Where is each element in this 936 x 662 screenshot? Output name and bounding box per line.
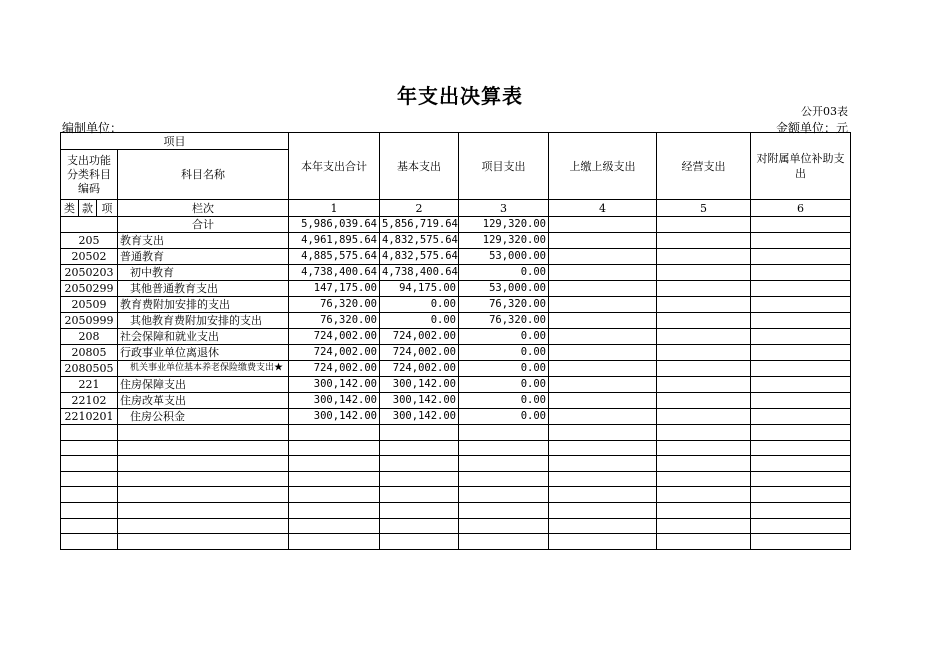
table-row [61, 393, 851, 409]
row-code: 205 [61, 233, 118, 249]
empty-cell [459, 502, 549, 518]
empty-cell [61, 518, 118, 534]
row-project: 0.00 [459, 265, 549, 281]
empty-cell [549, 313, 657, 329]
empty-cell [751, 471, 851, 487]
empty-cell [380, 502, 459, 518]
empty-cell [459, 440, 549, 456]
table-row [61, 329, 851, 345]
row-project: 76,320.00 [459, 297, 549, 313]
empty-cell [657, 217, 751, 233]
empty-cell [549, 217, 657, 233]
empty-cell [549, 425, 657, 441]
empty-cell [751, 217, 851, 233]
row-code: 22102 [61, 393, 118, 409]
empty-cell [657, 377, 751, 393]
empty-cell [289, 487, 380, 503]
empty-cell [751, 393, 851, 409]
empty-cell [61, 440, 118, 456]
header-col-subsidy: 对附属单位补助支出 [751, 133, 851, 200]
empty-cell [657, 502, 751, 518]
empty-cell [61, 425, 118, 441]
empty-cell [380, 518, 459, 534]
row-basic: 94,175.00 [380, 281, 459, 297]
table-row [61, 249, 851, 265]
empty-cell [289, 440, 380, 456]
empty-cell [751, 534, 851, 550]
col-num-3: 3 [459, 200, 549, 217]
header-kuan: 款 [79, 200, 97, 217]
empty-cell [657, 297, 751, 313]
empty-cell [61, 456, 118, 472]
row-subject-name: 教育支出 [118, 233, 289, 249]
table-row-total [61, 217, 851, 233]
empty-cell [118, 456, 289, 472]
empty-cell [657, 233, 751, 249]
row-basic: 724,002.00 [380, 361, 459, 377]
row-project: 0.00 [459, 345, 549, 361]
table-row [61, 297, 851, 313]
empty-cell [549, 409, 657, 425]
row-total: 300,142.00 [289, 409, 380, 425]
row-total: 76,320.00 [289, 313, 380, 329]
row-project: 129,320.00 [459, 233, 549, 249]
row-project: 0.00 [459, 361, 549, 377]
table-row [61, 409, 851, 425]
empty-cell [751, 281, 851, 297]
row-total: 4,738,400.64 [289, 265, 380, 281]
empty-cell [549, 265, 657, 281]
code-cell-empty [61, 217, 118, 233]
empty-cell [657, 281, 751, 297]
header-col-operation: 经营支出 [657, 133, 751, 200]
row-code: 2050299 [61, 281, 118, 297]
row-basic: 0.00 [380, 297, 459, 313]
row-project: 76,320.00 [459, 313, 549, 329]
total-project: 129,320.00 [459, 217, 549, 233]
empty-cell [751, 361, 851, 377]
empty-cell [549, 377, 657, 393]
empty-cell [118, 487, 289, 503]
empty-cell [459, 456, 549, 472]
empty-cell [751, 345, 851, 361]
empty-cell [61, 471, 118, 487]
empty-cell [751, 425, 851, 441]
row-subject-name: 社会保障和就业支出 [118, 329, 289, 345]
empty-cell [751, 440, 851, 456]
row-total: 300,142.00 [289, 393, 380, 409]
empty-cell [657, 345, 751, 361]
empty-cell [61, 487, 118, 503]
empty-cell [549, 456, 657, 472]
header-lei: 类 [61, 200, 79, 217]
total-amount: 5,986,039.64 [289, 217, 380, 233]
row-code: 2050203 [61, 265, 118, 281]
expenditure-table [60, 132, 851, 550]
empty-cell [549, 471, 657, 487]
empty-cell [751, 456, 851, 472]
row-basic: 300,142.00 [380, 393, 459, 409]
row-subject-name: 住房保障支出 [118, 377, 289, 393]
empty-cell [459, 534, 549, 550]
header-col-basic: 基本支出 [380, 133, 459, 200]
empty-cell [380, 425, 459, 441]
col-num-4: 4 [549, 200, 657, 217]
empty-cell [380, 440, 459, 456]
empty-cell [657, 409, 751, 425]
empty-cell [459, 471, 549, 487]
table-row [61, 313, 851, 329]
row-basic: 4,832,575.64 [380, 249, 459, 265]
row-total: 300,142.00 [289, 377, 380, 393]
row-subject-name: 教育费附加安排的支出 [118, 297, 289, 313]
row-total: 76,320.00 [289, 297, 380, 313]
row-total: 724,002.00 [289, 345, 380, 361]
empty-cell [751, 297, 851, 313]
table-row [61, 345, 851, 361]
row-project: 0.00 [459, 329, 549, 345]
row-code: 208 [61, 329, 118, 345]
empty-cell [459, 425, 549, 441]
row-basic: 300,142.00 [380, 409, 459, 425]
empty-cell [657, 534, 751, 550]
empty-cell [289, 425, 380, 441]
empty-cell [118, 471, 289, 487]
col-num-1: 1 [289, 200, 380, 217]
header-col-total: 本年支出合计 [289, 133, 380, 200]
row-total: 147,175.00 [289, 281, 380, 297]
table-row [61, 265, 851, 281]
row-basic: 300,142.00 [380, 377, 459, 393]
empty-cell [289, 471, 380, 487]
empty-cell [657, 249, 751, 265]
col-num-2: 2 [380, 200, 459, 217]
empty-cell [751, 487, 851, 503]
empty-cell [657, 440, 751, 456]
row-subject-name: 其他教育费附加安排的支出 [118, 313, 289, 329]
row-project: 0.00 [459, 377, 549, 393]
row-project: 0.00 [459, 409, 549, 425]
col-num-5: 5 [657, 200, 751, 217]
table-row-blank [61, 471, 851, 487]
row-basic: 4,738,400.64 [380, 265, 459, 281]
header-project: 项目 [61, 133, 289, 150]
row-code: 20805 [61, 345, 118, 361]
page-title: 年支出决算表 [397, 84, 523, 108]
header-column-no: 栏次 [118, 200, 289, 217]
table-row [61, 281, 851, 297]
empty-cell [549, 518, 657, 534]
empty-cell [289, 502, 380, 518]
empty-cell [459, 487, 549, 503]
empty-cell [751, 313, 851, 329]
row-subject-name: 机关事业单位基本养老保险缴费支出★ [118, 361, 289, 377]
empty-cell [289, 518, 380, 534]
table-row-blank [61, 534, 851, 550]
empty-cell [380, 471, 459, 487]
empty-cell [549, 281, 657, 297]
empty-cell [289, 534, 380, 550]
empty-cell [61, 534, 118, 550]
empty-cell [549, 393, 657, 409]
header-code-group: 支出功能分类科目编码 [61, 150, 118, 200]
empty-cell [751, 249, 851, 265]
empty-cell [549, 361, 657, 377]
row-total: 4,885,575.64 [289, 249, 380, 265]
row-subject-name: 普通教育 [118, 249, 289, 265]
empty-cell [751, 265, 851, 281]
empty-cell [61, 502, 118, 518]
table-row-blank [61, 425, 851, 441]
empty-cell [751, 518, 851, 534]
empty-cell [549, 233, 657, 249]
prepared-by-label: 编制单位： [62, 121, 123, 135]
table-row-blank [61, 456, 851, 472]
col-num-6: 6 [751, 200, 851, 217]
total-label: 合计 [118, 217, 289, 233]
empty-cell [549, 345, 657, 361]
empty-cell [549, 487, 657, 503]
empty-cell [657, 329, 751, 345]
empty-cell [459, 518, 549, 534]
table-row [61, 361, 851, 377]
empty-cell [549, 440, 657, 456]
table-row-blank [61, 440, 851, 456]
empty-cell [751, 502, 851, 518]
empty-cell [118, 534, 289, 550]
empty-cell [657, 471, 751, 487]
row-basic: 4,832,575.64 [380, 233, 459, 249]
amount-unit-label: 金额单位：元 [775, 121, 848, 135]
empty-cell [380, 487, 459, 503]
empty-cell [657, 361, 751, 377]
empty-cell [380, 534, 459, 550]
row-project: 53,000.00 [459, 249, 549, 265]
row-code: 20509 [61, 297, 118, 313]
row-subject-name: 住房改革支出 [118, 393, 289, 409]
empty-cell [657, 425, 751, 441]
table-row-blank [61, 502, 851, 518]
row-total: 724,002.00 [289, 361, 380, 377]
row-subject-name: 住房公积金 [118, 409, 289, 425]
header-col-upper: 上缴上级支出 [549, 133, 657, 200]
empty-cell [549, 534, 657, 550]
row-project: 0.00 [459, 393, 549, 409]
row-subject-name: 行政事业单位离退休 [118, 345, 289, 361]
row-subject-name: 初中教育 [118, 265, 289, 281]
empty-cell [380, 456, 459, 472]
row-basic: 724,002.00 [380, 345, 459, 361]
empty-cell [751, 329, 851, 345]
empty-cell [657, 487, 751, 503]
table-row [61, 233, 851, 249]
row-basic: 0.00 [380, 313, 459, 329]
row-basic: 724,002.00 [380, 329, 459, 345]
empty-cell [118, 440, 289, 456]
header-subject-name: 科目名称 [118, 150, 289, 200]
row-total: 724,002.00 [289, 329, 380, 345]
table-row-blank [61, 518, 851, 534]
row-code: 2080505 [61, 361, 118, 377]
empty-cell [657, 265, 751, 281]
table-row [61, 377, 851, 393]
empty-cell [289, 456, 380, 472]
row-project: 53,000.00 [459, 281, 549, 297]
row-total: 4,961,895.64 [289, 233, 380, 249]
empty-cell [118, 502, 289, 518]
row-code: 2210201 [61, 409, 118, 425]
empty-cell [657, 393, 751, 409]
row-code: 221 [61, 377, 118, 393]
header-xiang: 项 [97, 200, 118, 217]
empty-cell [549, 502, 657, 518]
empty-cell [751, 409, 851, 425]
empty-cell [549, 297, 657, 313]
empty-cell [751, 233, 851, 249]
row-code: 20502 [61, 249, 118, 265]
row-code: 2050999 [61, 313, 118, 329]
header-col-project: 项目支出 [459, 133, 549, 200]
empty-cell [657, 456, 751, 472]
empty-cell [118, 518, 289, 534]
table-row-blank [61, 487, 851, 503]
empty-cell [751, 377, 851, 393]
form-number: 公开03表 [801, 105, 848, 118]
empty-cell [657, 313, 751, 329]
empty-cell [549, 329, 657, 345]
empty-cell [549, 249, 657, 265]
empty-cell [657, 518, 751, 534]
total-basic: 5,856,719.64 [380, 217, 459, 233]
empty-cell [118, 425, 289, 441]
row-subject-name: 其他普通教育支出 [118, 281, 289, 297]
